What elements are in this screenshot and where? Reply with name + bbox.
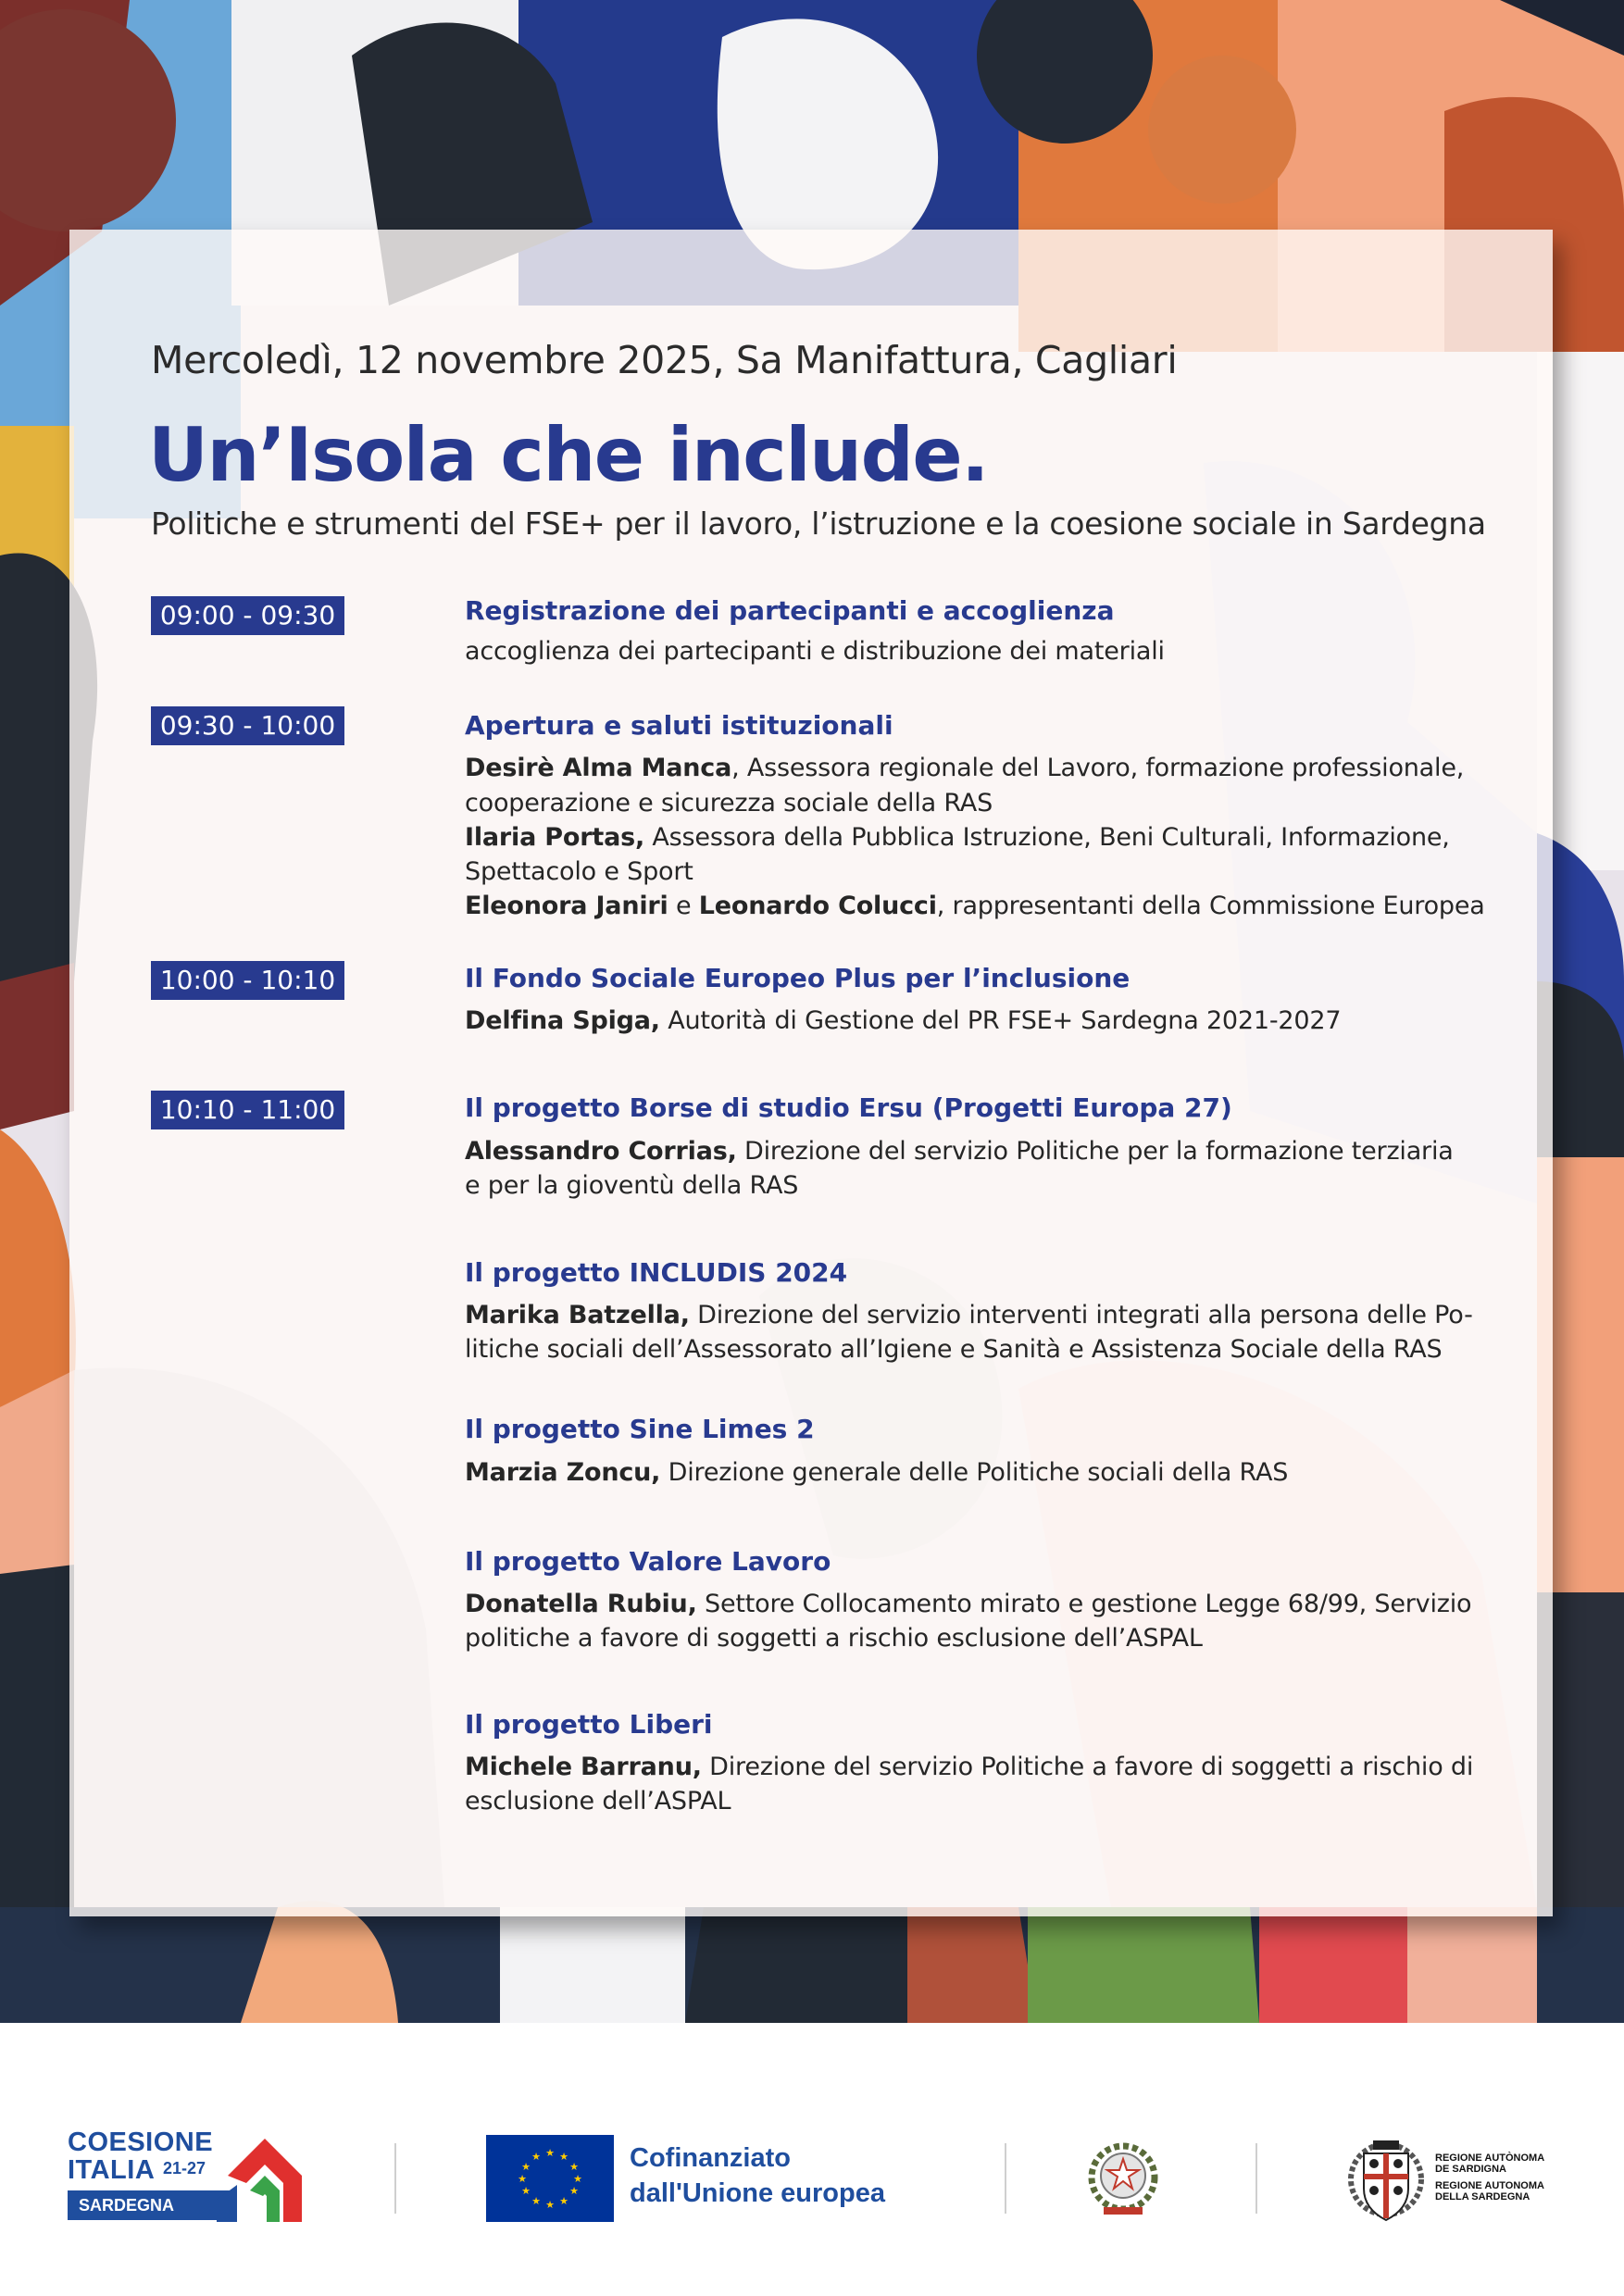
speaker-role: , Assessora regionale del Lavoro, formazione professionale, — [731, 754, 1465, 782]
eu-cofinance-line1: Cofinanziato — [630, 2143, 791, 2173]
speaker-role: Autorità di Gestione del PR FSE+ Sardegna 2021-2027 — [659, 1006, 1342, 1035]
session-title: Il progetto Borse di studio Ersu (Progetti Europa 27) — [465, 1092, 1232, 1123]
svg-text:★: ★ — [518, 2173, 527, 2185]
speaker-role: Direzione generale delle Politiche sociali della RAS — [660, 1458, 1289, 1487]
eu-flag-icon — [486, 2135, 614, 2222]
session-title: Il Fondo Sociale Europeo Plus per l’inclusione — [465, 963, 1131, 993]
svg-text:★: ★ — [569, 2161, 579, 2173]
speaker-name: Alessandro Corrias, — [465, 1137, 737, 1166]
logo-separator — [1005, 2143, 1006, 2214]
session-title: Il progetto INCLUDIS 2024 — [465, 1257, 848, 1288]
session-detail — [465, 1458, 1288, 1487]
coesione-arrow-icon — [209, 2129, 313, 2226]
session-detail: e per la gioventù della RAS — [465, 1171, 799, 1200]
session-detail — [465, 823, 1450, 852]
italian-republic-emblem-icon — [1083, 2135, 1163, 2224]
session-detail: esclusione dell’ASPAL — [465, 1787, 731, 1816]
ras-name-italian-1: REGIONE AUTONOMA — [1435, 2180, 1544, 2191]
session-detail — [465, 1301, 1473, 1329]
speaker-name: Ilaria Portas, — [465, 823, 645, 852]
connector-text: e — [668, 892, 699, 920]
speaker-role: Direzione del servizio Politiche per la formazione terziaria — [736, 1137, 1454, 1166]
speaker-role: Direzione del servizio Politiche a favore di soggetti a rischio di — [701, 1753, 1474, 1781]
session-detail: litiche sociali dell’Assessorato all’Igiene e Sanità e Assistenza Sociale della RAS — [465, 1335, 1443, 1364]
logo-separator — [394, 2143, 396, 2214]
ras-name-italian-2: DELLA SARDEGNA — [1435, 2191, 1530, 2202]
session-detail — [465, 1006, 1341, 1035]
event-subtitle: Politiche e strumenti del FSE+ per il lavoro, l’istruzione e la coesione sociale in Sardegna — [151, 505, 1486, 542]
speaker-name: Marzia Zoncu, — [465, 1458, 661, 1487]
ras-name-sardinian-2: DE SARDIGNA — [1435, 2164, 1507, 2175]
speaker-role: Direzione del servizio interventi integrati alla persona delle Po- — [689, 1301, 1473, 1329]
coesione-line1: COESIONE — [68, 2128, 214, 2157]
speaker-name: Michele Barranu, — [465, 1753, 702, 1781]
svg-text:★: ★ — [545, 2199, 555, 2211]
svg-text:★: ★ — [573, 2173, 582, 2185]
svg-text:★: ★ — [559, 2195, 568, 2207]
session-title: Il progetto Sine Limes 2 — [465, 1414, 815, 1444]
logo-separator — [1255, 2143, 1257, 2214]
session-detail — [465, 892, 1485, 920]
coesione-badge: SARDEGNA — [68, 2190, 236, 2220]
svg-text:★: ★ — [545, 2147, 555, 2159]
speaker-name: Eleonora Janiri — [465, 892, 668, 920]
speaker-role: , rappresentanti della Commissione Europea — [936, 892, 1485, 920]
time-badge: 09:00 - 09:30 — [151, 596, 344, 635]
speaker-name: Marika Batzella, — [465, 1301, 690, 1329]
speaker-role: Assessora della Pubblica Istruzione, Beni Culturali, Informazione, — [644, 823, 1450, 852]
svg-text:★: ★ — [521, 2161, 531, 2173]
speaker-name: Desirè Alma Manca — [465, 754, 732, 782]
session-title: Apertura e saluti istituzionali — [465, 710, 893, 741]
sardinia-coat-of-arms-icon — [1345, 2133, 1427, 2227]
time-badge: 10:10 - 11:00 — [151, 1091, 344, 1129]
session-detail — [465, 1137, 1454, 1166]
session-detail: cooperazione e sicurezza sociale della RAS — [465, 789, 993, 817]
coesione-line2: ITALIA — [68, 2155, 156, 2185]
speaker-name: Leonardo Colucci — [698, 892, 937, 920]
speaker-name: Delfina Spiga, — [465, 1006, 660, 1035]
session-title: Il progetto Liberi — [465, 1709, 713, 1740]
svg-text:★: ★ — [569, 2185, 579, 2197]
svg-text:★: ★ — [521, 2185, 531, 2197]
event-dateline: Mercoledì, 12 novembre 2025, Sa Manifattura, Cagliari — [151, 338, 1178, 382]
speaker-role: Settore Collocamento mirato e gestione Legge 68/99, Servizio — [696, 1590, 1472, 1618]
time-badge: 09:30 - 10:00 — [151, 706, 344, 745]
session-detail: politiche a favore di soggetti a rischio esclusione dell’ASPAL — [465, 1624, 1203, 1653]
session-detail: Spettacolo e Sport — [465, 857, 693, 886]
session-detail — [465, 754, 1464, 782]
ras-name-sardinian-1: REGIONE AUTÒNOMA — [1435, 2152, 1545, 2164]
session-title: Il progetto Valore Lavoro — [465, 1546, 831, 1577]
coesione-years: 21-27 — [163, 2159, 206, 2177]
session-detail: accoglienza dei partecipanti e distribuzione dei materiali — [465, 637, 1165, 666]
svg-text:★: ★ — [559, 2151, 568, 2163]
session-title: Registrazione dei partecipanti e accoglienza — [465, 595, 1115, 626]
speaker-name: Donatella Rubiu, — [465, 1590, 697, 1618]
svg-text:★: ★ — [531, 2195, 541, 2207]
time-badge: 10:00 - 10:10 — [151, 961, 344, 1000]
eu-cofinance-line2: dall'Unione europea — [630, 2178, 885, 2208]
svg-text:★: ★ — [531, 2151, 541, 2163]
event-title: Un’Isola che include. — [148, 412, 988, 498]
session-detail — [465, 1753, 1473, 1781]
session-detail — [465, 1590, 1471, 1618]
